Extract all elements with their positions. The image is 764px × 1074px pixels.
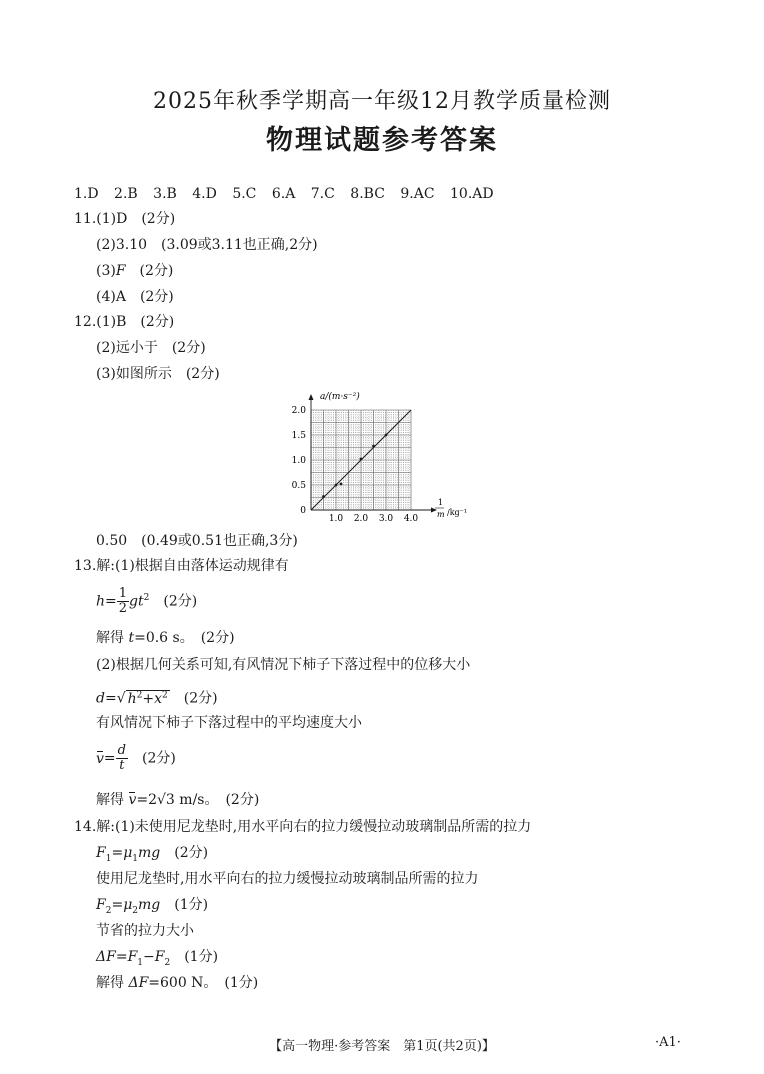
y-tick-label: 1.5 [291, 431, 306, 441]
mc-answer: 8.BC [350, 186, 385, 202]
q12-part3: (3)如图所示 (2分) [96, 366, 220, 382]
y-tick-label: 0 [300, 506, 306, 516]
data-point [372, 445, 375, 448]
document-title: 物理试题参考答案 [266, 125, 498, 156]
mc-answer: 2.B [114, 186, 138, 202]
y-axis-arrow [309, 394, 314, 400]
q13-line1: 13.解:(1)根据自由落体运动规律有 [74, 558, 289, 574]
q11-part4: (4)A (2分) [96, 289, 174, 305]
data-point [360, 458, 363, 461]
q14-line5: 节省的拉力大小 [96, 923, 194, 939]
x-tick-label: 1.0 [328, 514, 344, 524]
x-tick-label: 2.0 [353, 514, 369, 524]
q12-part4: 0.50 (0.49或0.51也正确,3分) [96, 533, 298, 549]
mc-answer: 4.D [192, 186, 217, 202]
page-code: ·A1· [655, 1035, 681, 1050]
mc-answer: 5.C [232, 186, 257, 202]
q13-line6: 有风情况下柿子下落过程中的平均速度大小 [96, 715, 362, 731]
q13-formula-h: h= $\frac{1}{2}$ $gt^2$ (2分) [96, 586, 198, 616]
chart-x-axis-label-unit: /kg⁻¹ [447, 508, 468, 517]
q14-formula-F1: $F_1=\mu_1mg$ (2分) [96, 845, 209, 864]
q13-line4: (2)根据几何关系可知,有风情况下柿子下落过程中的位移大小 [96, 657, 471, 673]
mc-answer: 6.A [271, 186, 296, 202]
mc-answer: 3.B [153, 186, 177, 202]
q11-part2: (2)3.10 (3.09或3.11也正确,2分) [96, 237, 318, 253]
data-point [322, 495, 325, 498]
q14-formula-deltaF: $\Delta F=F_1-F_2$ (1分) [96, 949, 219, 968]
mc-answer: 9.AC [400, 186, 435, 202]
q14-result-deltaF: 解得 ΔF=600 N。 (1分) [96, 975, 259, 991]
q12-part2: (2)远小于 (2分) [96, 340, 206, 356]
q13-result-v: 解得 v=2√3 m/s。 (2分) [96, 792, 260, 808]
q12-part1: 12.(1)B (2分) [74, 314, 175, 330]
q14-line3: 使用尼龙垫时,用水平向右的拉力缓慢拉动玻璃制品所需的拉力 [96, 871, 479, 887]
q11-part1: 11.(1)D (2分) [74, 211, 176, 227]
x-tick-label: 4.0 [403, 514, 419, 524]
y-tick-label: 1.0 [291, 456, 306, 466]
q11-part3: (3)F (2分) [96, 263, 174, 279]
page-footer: 【高一物理·参考答案 第1页(共2页)】 [269, 1039, 495, 1054]
data-point [335, 484, 338, 487]
mc-answer: 1.D [74, 186, 99, 202]
data-point [385, 434, 388, 437]
mc-answer: 7.C [310, 186, 335, 202]
q14-formula-F2: $F_2=\mu_2mg$ (1分) [96, 897, 209, 916]
y-tick-label: 2.0 [291, 406, 306, 416]
mc-answers-row [74, 185, 505, 203]
x-tick-label: 3.0 [378, 514, 394, 524]
data-point [340, 483, 343, 486]
q13-formula-d: d=√ $h^2+x^2$ (2分) [96, 690, 218, 707]
q14-line1: 14.解:(1)未使用尼龙垫时,用水平向右的拉力缓慢拉动玻璃制品所需的拉力 [74, 819, 532, 835]
q13-formula-v: v= $\frac{d}{t}$ (2分) [96, 743, 176, 773]
chart-axes [309, 394, 438, 513]
chart-y-axis-label: a/(m·s⁻²) [320, 392, 360, 402]
a-vs-inverse-m-chart [280, 388, 480, 526]
y-tick-label: 0.5 [291, 481, 306, 491]
mc-answer: 10.AD [450, 186, 494, 202]
chart-x-axis-label-den: m [437, 510, 445, 519]
chart-x-axis-label-num: 1 [438, 498, 444, 507]
exam-title: 2025年秋季学期高一年级12月教学质量检测 [153, 89, 611, 114]
q13-result-t: 解得 t=0.6 s。 (2分) [96, 630, 235, 646]
